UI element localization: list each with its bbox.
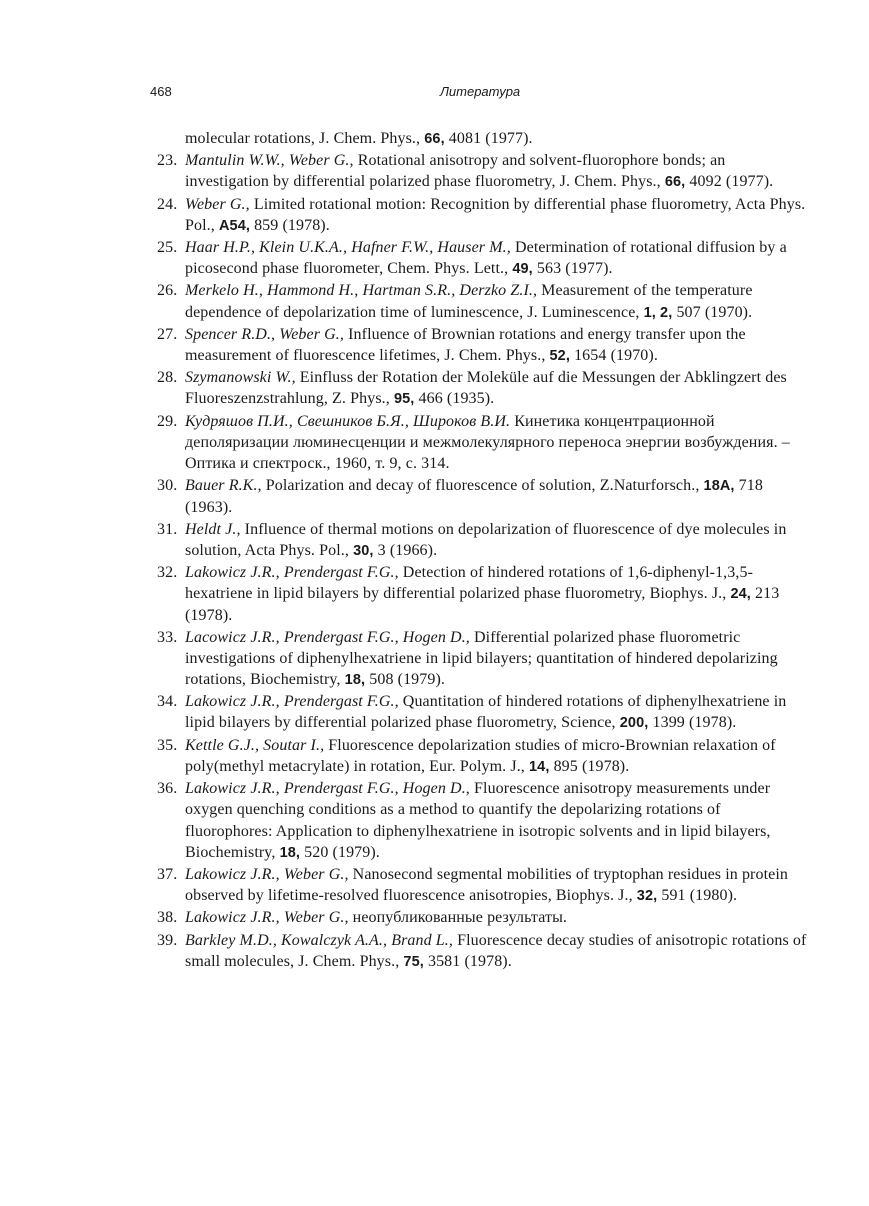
- reference-number: 25.: [157, 239, 178, 257]
- reference-authors: Haar H.P., Klein U.K.A., Hafner F.W., Hauser M.,: [185, 239, 511, 257]
- reference-text: Limited rotational motion: Recognition by differential phase fluorometry, Acta Phys. Pol.,: [185, 195, 806, 234]
- reference-number: 38.: [157, 909, 178, 927]
- reference-number: 29.: [157, 412, 178, 430]
- reference-item: [150, 280, 810, 323]
- reference-item: [150, 475, 810, 518]
- reference-item: [150, 691, 810, 734]
- reference-number: 26.: [157, 282, 178, 300]
- reference-authors: Heldt J.,: [185, 520, 241, 538]
- reference-volume: 200,: [619, 715, 649, 732]
- reference-item: [150, 778, 810, 864]
- reference-text: Einfluss der Rotation der Moleküle auf die Messungen der Abklingzert des Fluoreszenzstrahlung, Z. Phys.,: [185, 369, 787, 408]
- reference-text-tail: 3 (1966).: [373, 541, 438, 559]
- reference-volume: 66,: [664, 174, 686, 191]
- reference-text: Fluorescence decay studies of anisotropic rotations of small molecules, J. Chem. Phys.,: [185, 931, 807, 970]
- reference-authors: Lakowicz J.R., Prendergast F.G.,: [185, 564, 399, 582]
- reference-item: [150, 907, 810, 929]
- reference-text: Measurement of the temperature dependence of depolarization time of luminescence, J. Luminescence,: [185, 282, 753, 321]
- reference-authors: Weber G.,: [185, 195, 250, 213]
- reference-text: Fluorescence depolarization studies of micro-Brownian relaxation of poly(methyl metacrylate) in rotation, Eur. Polym. J.,: [185, 736, 776, 775]
- reference-item: [150, 367, 810, 410]
- reference-authors: Lakowicz J.R., Weber G.,: [185, 909, 349, 927]
- reference-item: [150, 128, 810, 150]
- reference-volume: 24,: [730, 586, 751, 603]
- reference-text: Rotational anisotropy and solvent-fluorophore bonds; an investigation by differential polarized phase fluorometry, J. Chem. Phys.,: [185, 152, 726, 191]
- reference-item: [150, 324, 810, 367]
- reference-volume: 18A,: [703, 478, 735, 495]
- reference-text: Influence of Brownian rotations and energy transfer upon the measurement of fluorescence lifetimes, J. Chem. Phys.,: [185, 325, 746, 365]
- reference-text-tail: 859 (1978).: [249, 216, 330, 234]
- reference-item: [150, 194, 810, 237]
- reference-text-tail: 1654 (1970).: [569, 347, 658, 365]
- reference-text: Polarization and decay of fluorescence of solution, Z.Naturforsch.,: [261, 477, 704, 495]
- reference-authors: Spencer R.D., Weber G.,: [185, 325, 345, 343]
- reference-text: Differential polarized phase fluorometric investigations of diphenylhexatriene in lipid bilayers; quantitation of hindered depolarizing rotations, Biochemistry,: [185, 628, 778, 689]
- reference-text: неопубликованные результаты.: [348, 909, 568, 927]
- reference-text-tail: 4081 (1977).: [444, 130, 533, 147]
- reference-text-tail: 718 (1963).: [185, 477, 763, 517]
- reference-authors: Кудряшов П.И., Свешников Б.Я., Широков В.И.: [185, 412, 511, 430]
- page-header: [150, 84, 810, 106]
- reference-number: 28.: [157, 369, 178, 387]
- reference-volume: 75,: [403, 953, 424, 970]
- reference-volume: A54,: [218, 217, 250, 234]
- reference-number: 32.: [157, 564, 178, 582]
- reference-number: 37.: [157, 865, 178, 883]
- reference-text: Quantitation of hindered rotations of diphenylhexatriene in lipid bilayers by differential polarized phase fluorometry, Science,: [185, 693, 787, 732]
- reference-volume: 66,: [424, 131, 445, 147]
- reference-number: 36.: [157, 780, 178, 798]
- reference-text-tail: 4092 (1977).: [685, 173, 774, 191]
- reference-authors: Lakowicz J.R., Prendergast F.G.,: [185, 693, 399, 711]
- reference-item: [150, 519, 810, 562]
- reference-authors: Lakowicz J.R., Prendergast F.G., Hogen D.,: [185, 780, 470, 798]
- reference-authors: Lacowicz J.R., Prendergast F.G., Hogen D.,: [185, 628, 470, 646]
- reference-number: 34.: [157, 693, 178, 711]
- reference-text-tail: 591 (1980).: [657, 887, 738, 905]
- reference-list: [150, 128, 810, 973]
- reference-text-tail: 895 (1978).: [549, 757, 630, 775]
- reference-item: [150, 930, 810, 973]
- reference-authors: Bauer R.K.,: [185, 477, 262, 495]
- reference-item: [150, 237, 810, 280]
- reference-number: 23.: [157, 152, 178, 170]
- page-number: 468: [150, 84, 172, 99]
- reference-text: Кинетика концентрационной деполяризации люминесценции и межмолекулярного переноса энергии возбуждения. – Оптика и спектроск., 1960, т. 9, с. 314.: [185, 412, 790, 473]
- reference-text: Nanosecond segmental mobilities of tryptophan residues in protein observed by lifetime-resolved fluorescence anisotropies, Biophys. J.,: [185, 865, 788, 905]
- reference-authors: Kettle G.J., Soutar I.,: [185, 736, 325, 754]
- reference-text-tail: 466 (1935).: [414, 390, 495, 408]
- reference-text: Fluorescence anisotropy measurements under oxygen quenching conditions as a method to quantify the depolarizing rotations of fluorophores: Application to diphenylhexatriene in isotropic solvents and in lipid bilayers, Biochemistry,: [185, 780, 771, 861]
- reference-item: [150, 627, 810, 692]
- reference-volume: 32,: [636, 888, 658, 905]
- reference-authors: Lakowicz J.R., Weber G.,: [185, 865, 349, 883]
- reference-number: 35.: [157, 736, 178, 754]
- reference-number: 33.: [157, 628, 178, 646]
- reference-item: [150, 411, 810, 476]
- reference-text-tail: 508 (1979).: [365, 671, 445, 689]
- reference-text: Influence of thermal motions on depolarization of fluorescence of dye molecules in solution, Acta Phys. Pol.,: [185, 520, 787, 559]
- reference-number: 27.: [157, 325, 178, 343]
- reference-text-tail: 3581 (1978).: [423, 952, 512, 970]
- reference-text: molecular rotations, J. Chem. Phys.,: [185, 130, 425, 147]
- reference-volume: 49,: [512, 261, 533, 278]
- reference-authors: Merkelo H., Hammond H., Hartman S.R., Derzko Z.I.,: [185, 282, 538, 300]
- reference-item: [150, 864, 810, 907]
- reference-text-tail: 520 (1979).: [300, 843, 380, 861]
- reference-volume: 18,: [344, 672, 366, 689]
- running-title: Литература: [440, 84, 521, 99]
- reference-volume: 30,: [353, 542, 374, 559]
- reference-volume: 52,: [549, 348, 570, 365]
- reference-item: [150, 562, 810, 627]
- reference-authors: Barkley M.D., Kowalczyk A.A., Brand L.,: [185, 931, 454, 949]
- reference-number: 31.: [157, 520, 178, 538]
- reference-volume: 95,: [393, 391, 415, 408]
- reference-volume: 1, 2,: [643, 304, 673, 321]
- reference-text-tail: 213 (1978).: [185, 585, 780, 625]
- reference-text-tail: 507 (1970).: [672, 303, 753, 321]
- reference-text: Detection of hindered rotations of 1,6-diphenyl-1,3,5-hexatriene in lipid bilayers by differential polarized phase fluorometry, Biophys. J.,: [185, 564, 753, 603]
- reference-volume: 18,: [279, 844, 301, 861]
- reference-text-tail: 563 (1977).: [532, 260, 613, 278]
- reference-number: 39.: [157, 931, 178, 949]
- reference-authors: Mantulin W.W., Weber G.,: [185, 152, 354, 170]
- reference-number: 30.: [157, 477, 178, 495]
- reference-item: [150, 735, 810, 778]
- reference-text: Determination of rotational diffusion by a picosecond phase fluorometer, Chem. Phys. Lett.,: [185, 239, 787, 278]
- reference-authors: Szymanowski W.,: [185, 369, 296, 387]
- reference-text-tail: 1399 (1978).: [648, 714, 737, 732]
- reference-number: 24.: [157, 195, 178, 213]
- reference-item: [150, 150, 810, 193]
- reference-volume: 14,: [529, 758, 550, 775]
